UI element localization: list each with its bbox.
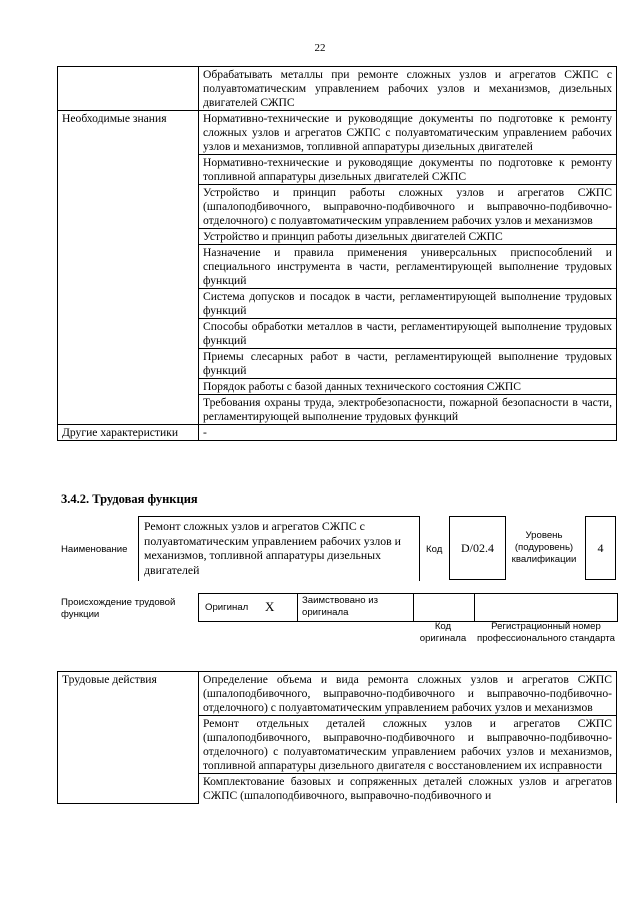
action-item: Комплектование базовых и сопряженных деталей сложных узлов и агрегатов СЖПС (шпалоподбивочного, выправочно-подбивочного и — [199, 774, 617, 804]
borrowed-label: Заимствовано из оригинала — [302, 595, 378, 618]
knowledge-item: Нормативно-технические и руководящие документы по подготовке к ремонту сложных узлов и агрегатов СЖПС с полуавтоматическим управлением рабочих узлов и механизмов, топливной аппаратуры дизельных двигателей — [199, 111, 617, 155]
table-row — [58, 67, 617, 111]
original-label: Оригинал — [205, 602, 249, 613]
origin-box — [198, 593, 618, 622]
divider — [297, 594, 298, 621]
actions-table — [57, 671, 617, 804]
knowledge-item: Устройство и принцип работы дизельных двигателей СЖПС — [199, 229, 617, 245]
code-box — [449, 516, 506, 580]
knowledge-table — [57, 66, 617, 441]
section-title: 3.4.2. Трудовая функция — [61, 492, 198, 506]
divider — [413, 594, 414, 621]
knowledge-item: Устройство и принцип работы сложных узлов и агрегатов СЖПС (шпалоподбивочного, выправочно-подбивочного и выправочно-подбивочно-отделочного) с полуавтоматическим управлением рабочих узлов и механизмов — [199, 185, 617, 229]
actions-label: Трудовые действия — [58, 672, 199, 804]
table-row — [58, 111, 617, 155]
knowledge-item: Требования охраны труда, электробезопасности, пожарной безопасности в части, регламентирующей выполнение трудовых функций — [199, 395, 617, 425]
code-original-label: Код оригинала — [419, 621, 467, 644]
other-label: Другие характеристики — [58, 425, 199, 441]
action-item: Ремонт отдельных деталей сложных узлов и агрегатов СЖПС (шпалоподбивочного, выправочно-подбивочного и выправочно-подбивочно-отделочного) с полуавтоматическим управлением рабочих узлов и механизмов, топливной аппаратуры дизельного двигателя с восстановлением их исправности — [199, 716, 617, 774]
level-value: 4 — [597, 541, 604, 555]
level-box — [585, 516, 616, 580]
name-box — [138, 516, 420, 581]
original-mark: X — [265, 599, 275, 614]
table-row — [58, 672, 617, 716]
table-cell — [58, 67, 199, 111]
knowledge-item: Приемы слесарных работ в части, регламентирующей выполнение трудовых функций — [199, 349, 617, 379]
level-label: Уровень (подуровень) квалификации — [511, 530, 577, 565]
origin-label: Происхождение трудовой функции — [61, 597, 176, 620]
knowledge-item: Система допусков и посадок в части, регламентирующей выполнение трудовых функций — [199, 289, 617, 319]
knowledge-label: Необходимые знания — [58, 111, 199, 425]
action-item: Определение объема и вида ремонта сложных узлов и агрегатов СЖПС (шпалоподбивочного, выправочно-подбивочного и выправочно-подбивочно-отделочного) с полуавтоматическим управлением рабочих узлов и механизмов — [199, 672, 617, 716]
table-cell: Обрабатывать металлы при ремонте сложных узлов и агрегатов СЖПС с полуавтоматическим управлением рабочих узлов и механизмов, дизельных двигателей СЖПС — [199, 67, 617, 111]
reg-number-label: Регистрационный номер профессионального стандарта — [477, 621, 615, 644]
divider — [474, 594, 475, 621]
code-value: D/02.4 — [461, 541, 494, 555]
name-label: Наименование — [61, 544, 128, 555]
other-value: - — [199, 425, 617, 441]
page-number: 22 — [314, 42, 326, 54]
table-row — [58, 425, 617, 441]
knowledge-item: Нормативно-технические и руководящие документы по подготовке к ремонту топливной аппаратуры дизельных двигателей СЖПС — [199, 155, 617, 185]
name-value: Ремонт сложных узлов и агрегатов СЖПС с полуавтоматическим управлением рабочих узлов и механизмов, топливной аппаратуры дизельных двигателей — [144, 519, 401, 577]
knowledge-item: Назначение и правила применения универсальных приспособлений и специального инструмента в части, регламентирующей выполнение трудовых функций — [199, 245, 617, 289]
code-label: Код — [426, 544, 443, 555]
knowledge-item: Способы обработки металлов в части, регламентирующей выполнение трудовых функций — [199, 319, 617, 349]
knowledge-item: Порядок работы с базой данных технического состояния СЖПС — [199, 379, 617, 395]
